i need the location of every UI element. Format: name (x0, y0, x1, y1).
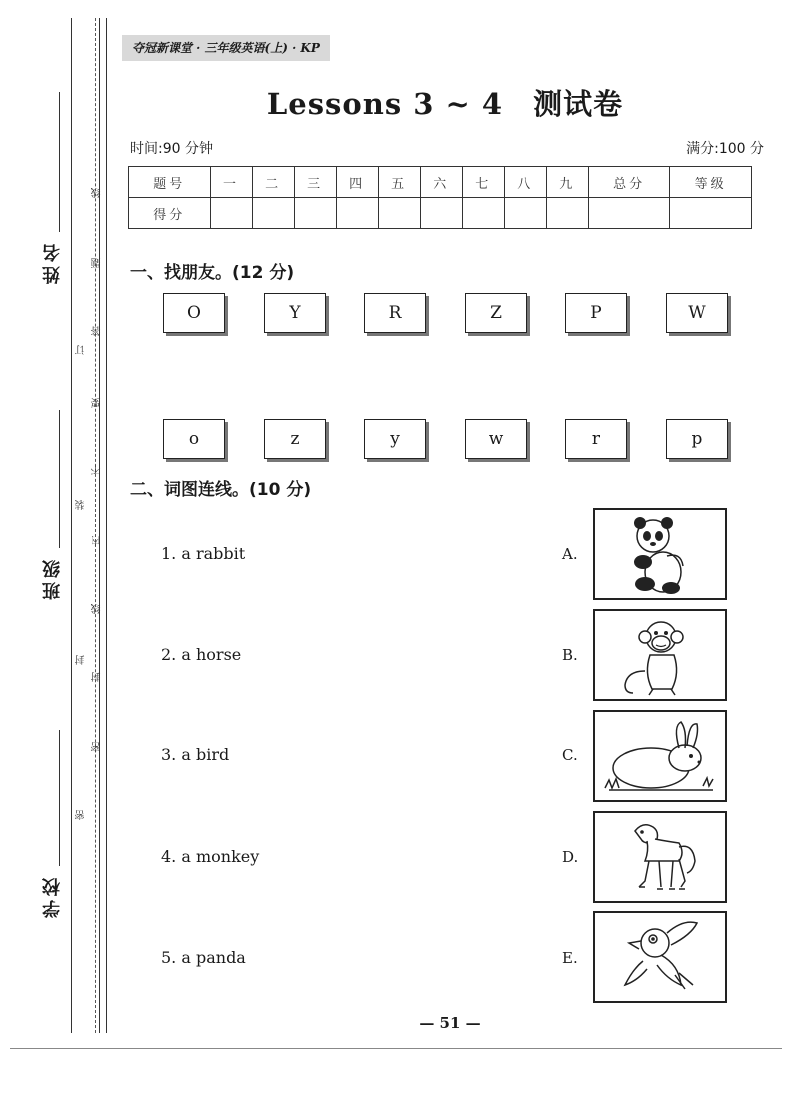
cut-char: 订 (76, 345, 87, 355)
score-cell[interactable] (462, 198, 504, 229)
score-cell[interactable] (294, 198, 336, 229)
monkey-icon (595, 611, 725, 699)
cut-char: 内 (92, 536, 103, 546)
section2-heading: 二、词图连线。(10 分) (130, 480, 312, 500)
cut-char: 密 (92, 742, 103, 752)
class-label: 班级 (42, 556, 63, 600)
lowercase-letter-card[interactable]: o (163, 419, 225, 459)
cut-char: 密 (76, 810, 87, 820)
table-header-cell: 五 (378, 167, 420, 198)
score-table (128, 166, 752, 229)
table-header-cell: 题号 (129, 167, 211, 198)
cut-char: 要 (92, 398, 103, 408)
lowercase-letter-card[interactable]: r (565, 419, 627, 459)
table-header-cell: 一 (210, 167, 252, 198)
binding-line-inner-2 (106, 18, 107, 1033)
exam-time: 时间:90 分钟 (130, 141, 213, 157)
series-banner: 夺冠新课堂 · 三年级英语(上) · KP (122, 35, 330, 61)
lowercase-letter-card[interactable]: w (465, 419, 527, 459)
horse-icon (595, 813, 725, 901)
table-header-cell: 九 (546, 167, 588, 198)
score-row-label: 得分 (129, 198, 211, 229)
word-item[interactable]: 1. a rabbit (161, 544, 246, 563)
uppercase-letter-card[interactable]: Y (264, 293, 326, 333)
uppercase-letter-card[interactable]: P (565, 293, 627, 333)
page-title: Lessons 3 ~ 4 测试卷 (266, 87, 624, 121)
cut-char: 封 (92, 672, 103, 682)
score-cell[interactable] (588, 198, 670, 229)
name-label: 姓名 (42, 240, 63, 284)
score-cell[interactable] (252, 198, 294, 229)
rabbit-icon (595, 712, 725, 800)
bird-picture[interactable] (593, 911, 727, 1003)
table-header-cell: 二 (252, 167, 294, 198)
table-header-cell: 等级 (670, 167, 752, 198)
option-label: D. (562, 848, 579, 866)
horse-picture[interactable] (593, 811, 727, 903)
table-header-cell: 七 (462, 167, 504, 198)
school-label: 学校 (42, 874, 63, 918)
table-header-cell: 四 (336, 167, 378, 198)
rabbit-picture[interactable] (593, 710, 727, 802)
panda-icon (595, 510, 725, 598)
class-field[interactable] (59, 410, 60, 548)
word-item[interactable]: 4. a monkey (161, 847, 260, 866)
uppercase-letter-card[interactable]: Z (465, 293, 527, 333)
bird-icon (595, 913, 725, 1001)
option-label: C. (562, 746, 578, 764)
panda-picture[interactable] (593, 508, 727, 600)
score-cell[interactable] (670, 198, 752, 229)
cut-char: 答 (92, 326, 103, 336)
school-field[interactable] (59, 730, 60, 866)
cut-char: 封 (76, 655, 87, 665)
lowercase-letter-card[interactable]: p (666, 419, 728, 459)
table-header-cell: 总分 (588, 167, 670, 198)
cut-char: 不 (92, 465, 103, 475)
name-field[interactable] (59, 92, 60, 232)
lowercase-letter-card[interactable]: y (364, 419, 426, 459)
table-header-cell: 六 (420, 167, 462, 198)
word-item[interactable]: 3. a bird (161, 745, 230, 764)
section1-heading: 一、找朋友。(12 分) (130, 263, 295, 283)
full-score: 满分:100 分 (686, 141, 764, 157)
cut-char: 装 (76, 500, 87, 510)
score-cell[interactable] (546, 198, 588, 229)
binding-line-dashed (95, 18, 96, 1033)
score-table-header-row (129, 167, 752, 198)
uppercase-letter-card[interactable]: R (364, 293, 426, 333)
cut-char: 线 (92, 604, 103, 614)
option-label: E. (562, 949, 578, 967)
binding-line-inner (99, 18, 100, 1033)
word-item[interactable]: 5. a panda (161, 948, 246, 967)
score-cell[interactable] (336, 198, 378, 229)
option-label: A. (562, 545, 578, 563)
table-header-cell: 三 (294, 167, 336, 198)
cut-char: 线 (92, 188, 103, 198)
page-number: — 51 — (419, 1014, 481, 1032)
monkey-picture[interactable] (593, 609, 727, 701)
score-table-score-row (129, 198, 752, 229)
option-label: B. (562, 646, 578, 664)
word-item[interactable]: 2. a horse (161, 645, 242, 664)
score-cell[interactable] (378, 198, 420, 229)
uppercase-letter-card[interactable]: W (666, 293, 728, 333)
table-header-cell: 八 (504, 167, 546, 198)
score-cell[interactable] (420, 198, 462, 229)
bottom-rule (10, 1048, 782, 1049)
lowercase-letter-card[interactable]: z (264, 419, 326, 459)
cut-char: 题 (92, 258, 103, 268)
score-cell[interactable] (210, 198, 252, 229)
uppercase-letter-card[interactable]: O (163, 293, 225, 333)
score-cell[interactable] (504, 198, 546, 229)
